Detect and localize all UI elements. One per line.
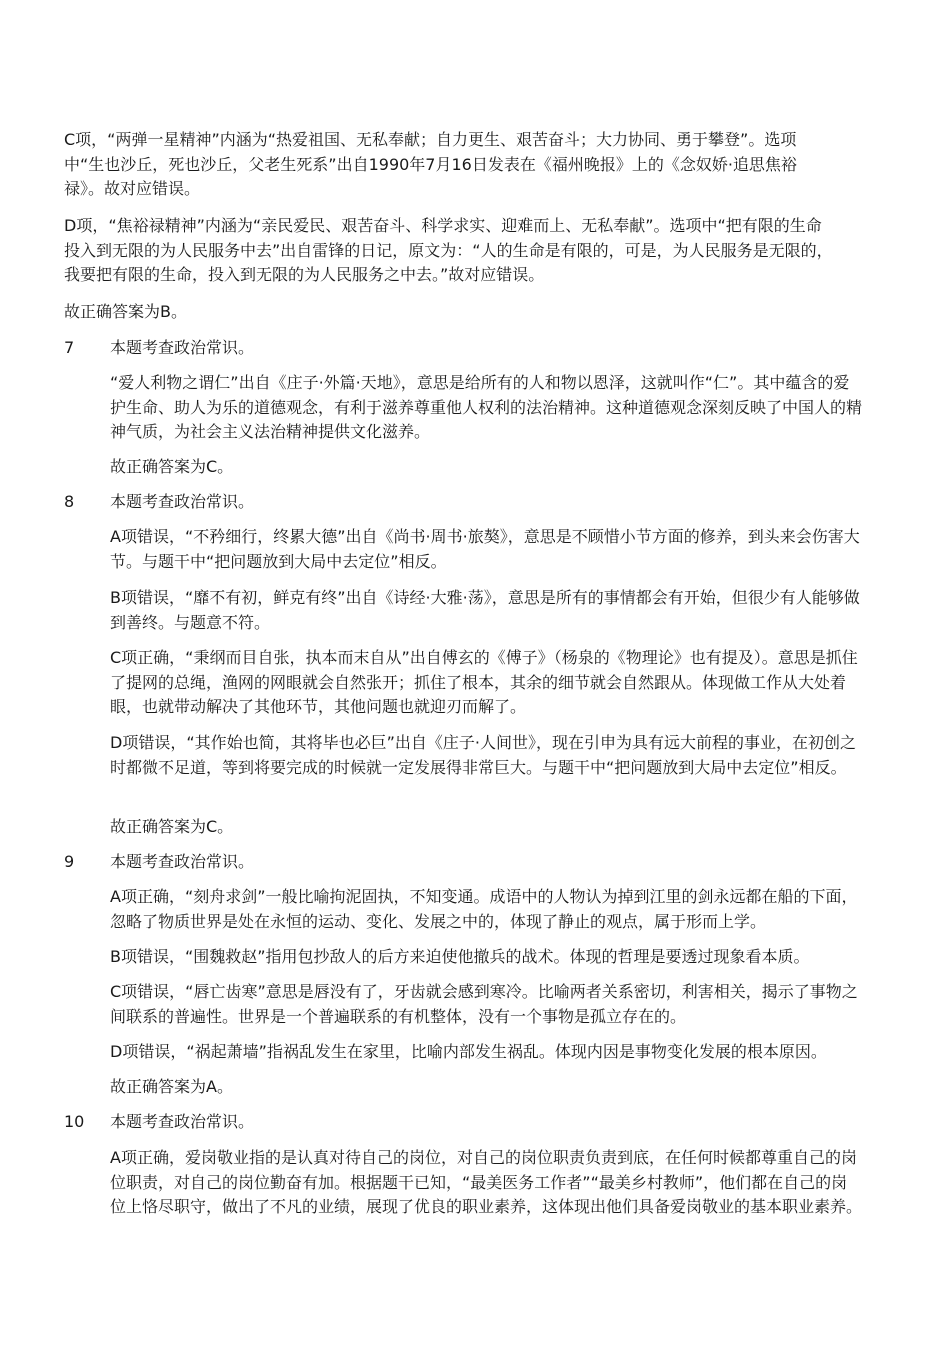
question-number: 7 xyxy=(64,338,75,357)
question-title: 本题考查政治常识。 xyxy=(110,338,255,357)
answer-line: 故正确答案为C。 xyxy=(110,457,234,476)
question-number: 8 xyxy=(64,492,75,511)
option-b-explanation: B项错误，“靡不有初，鲜克有终”出自《诗经·大雅·荡》，意思是所有的事情都会有开始，但很少有人能够做到善终。与题意不符。 xyxy=(110,588,860,632)
question-title: 本题考查政治常识。 xyxy=(110,492,255,511)
answer-line: 故正确答案为C。 xyxy=(110,817,234,836)
question-title: 本题考查政治常识。 xyxy=(110,1112,255,1131)
option-c-explanation: C项正确，“秉纲而目自张，执本而末自从”出自傅玄的《傅子》（杨泉的《物理论》也有提及）。意思是抓住了提网的总绳，渔网的网眼就会自然张开；抓住了根本，其余的细节就会自然跟从。体现做工作从大处着眼，也就带动解决了其他环节，其他问题也就迎刃而解了。 xyxy=(110,648,858,716)
option-b-explanation: B项错误，“围魏救赵”指用包抄敌人的后方来迫使他撤兵的战术。体现的哲理是要透过现象看本质。 xyxy=(110,947,810,966)
option-d-explanation: D项错误，“祸起萧墙”指祸乱发生在家里，比喻内部发生祸乱。体现内因是事物变化发展的根本原因。 xyxy=(110,1042,827,1061)
option-c-explanation: C项，“两弹一星精神”内涵为“热爱祖国、无私奉献；自力更生、艰苦奋斗；大力协同、勇于攀登”。选项中“生也沙丘，死也沙丘，父老生死系”出自1990年7月16日发表在《福州晚报》上的《念奴娇·追思焦裕禄》。故对应错误。 xyxy=(64,130,797,198)
answer-line: 故正确答案为B。 xyxy=(64,302,187,321)
option-a-explanation: A项正确，“刻舟求剑”一般比喻拘泥固执，不知变通。成语中的人物认为掉到江里的剑永远都在船的下面，忽略了物质世界是处在永恒的运动、变化、发展之中的，体现了静止的观点，属于形而上学。 xyxy=(110,887,858,931)
option-d-explanation: D项错误，“其作始也简，其将毕也必巨”出自《庄子·人间世》，现在引申为具有远大前程的事业，在初创之时都微不足道，等到将要完成的时候就一定发展得非常巨大。与题干中“把问题放到大局中去定位”相反。 xyxy=(110,733,856,777)
option-a-explanation: A项错误，“不矜细行，终累大德”出自《尚书·周书·旅獒》，意思是不顾惜小节方面的修养，到头来会伤害大节。与题干中“把问题放到大局中去定位”相反。 xyxy=(110,527,860,571)
question-number: 9 xyxy=(64,852,75,871)
option-d-explanation: D项，“焦裕禄精神”内涵为“亲民爱民、艰苦奋斗、科学求实、迎难而上、无私奉献”。选项中“把有限的生命投入到无限的为人民服务中去”出自雷锋的日记，原文为：“人的生命是有限的，可是，为人民服务是无限的，我要把有限的生命，投入到无限的为人民服务之中去。”故对应错误。 xyxy=(64,216,833,284)
question-title: 本题考查政治常识。 xyxy=(110,852,255,871)
answer-line: 故正确答案为A。 xyxy=(110,1077,233,1096)
question-number: 10 xyxy=(64,1112,85,1131)
explanation-paragraph: “爱人利物之谓仁”出自《庄子·外篇·天地》，意思是给所有的人和物以恩泽，这就叫作“仁”。其中蕴含的爱护生命、助人为乐的道德观念，有利于滋养尊重他人权利的法治精神。这种道德观念深刻反映了中国人的精神气质，为社会主义法治精神提供文化滋养。 xyxy=(110,373,863,441)
option-a-explanation: A项正确，爱岗敬业指的是认真对待自己的岗位，对自己的岗位职责负责到底，在任何时候都尊重自己的岗位职责，对自己的岗位勤奋有加。根据题干已知，“最美医务工作者”“最美乡村教师”，他们都在自己的岗位上恪尽职守，做出了不凡的业绩，展现了优良的职业素养，这体现出他们具备爱岗敬业的基本职业素养。 xyxy=(110,1148,863,1216)
option-c-explanation: C项错误，“唇亡齿寒”意思是唇没有了，牙齿就会感到寒冷。比喻两者关系密切，利害相关，揭示了事物之间联系的普遍性。世界是一个普遍联系的有机整体，没有一个事物是孤立存在的。 xyxy=(110,982,858,1026)
